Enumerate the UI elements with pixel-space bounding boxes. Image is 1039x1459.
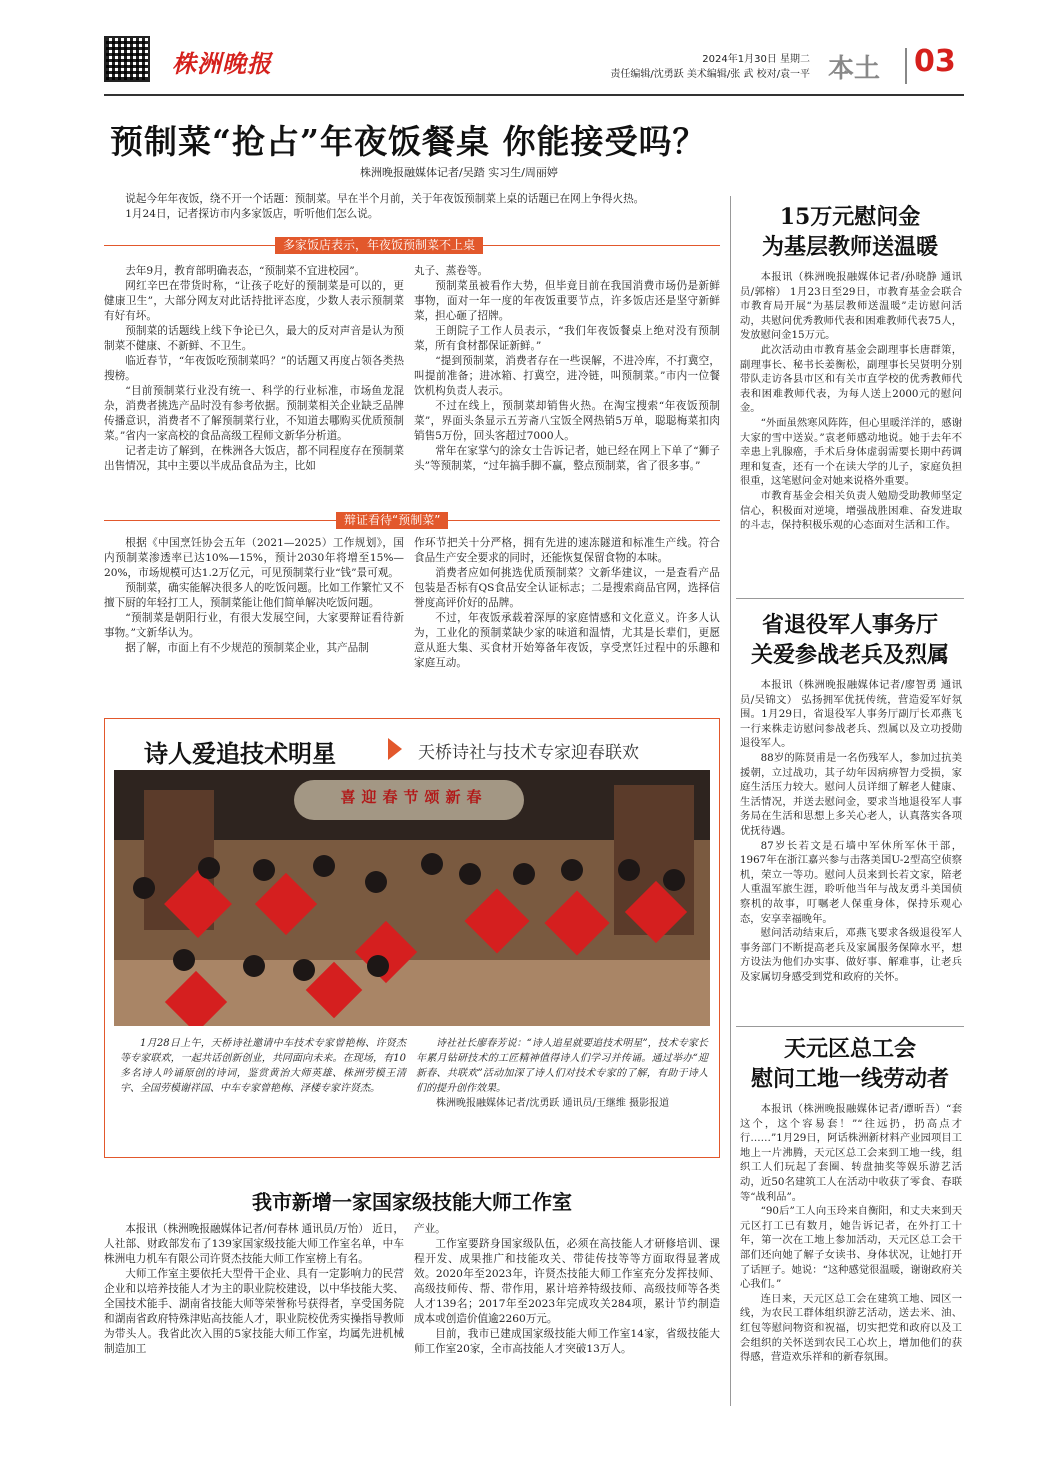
paragraph: “提到预制菜，消费者存在一些误解，不进冷库，不打冀空，叫提前准备；进冰箱、打冀空，进冷链，叫预制菜。”市内一位餐饮机构负责人表示。	[414, 355, 720, 397]
sidebar-headline-3	[736, 1034, 964, 1094]
paragraph: 预制菜虽被看作大势，但毕竟目前在我国消费市场仍是新鲜事物，面对一年一度的年夜饭重要节点，许多饭店还是坚守新鲜菜，担心砸了招牌。	[414, 280, 720, 322]
paragraph: “目前预制菜行业没有统一、科学的行业标准，市场鱼龙混杂，消费者挑选产品时没有参考依据。预制菜相关企业缺乏品牌传播意识，消费者不了解预制菜行业，不知道去哪购买优质预制菜。”省内一家高校的食品高级工程师文新华分析道。	[104, 385, 404, 442]
section-name: 本土	[828, 54, 881, 84]
headline-line: 为基层教师送温暖	[761, 234, 938, 260]
paragraph: 本报讯（株洲晚报融媒体记者/何春林 通讯员/万怡） 近日，人社部、财政部发布了139家国家级技能大师工作室名单，中车株洲电力机车有限公司许贤杰技能大师工作室榜上有名。	[104, 1223, 404, 1265]
caption-paragraph: 诗社社长廖春芳说：“诗人追星就要追技术明星”，技术专家长年累月钻研技术的工匠精神值得诗人们学习并传诵。通过举办“迎新春、共联欢”活动加深了诗人们对技术专家的了解，有助于诗人们的提升创作效果。	[416, 1038, 708, 1094]
paragraph: “90后”工人向玉玲来自衡阳，和丈夫来到天元区打工已有数月，她告诉记者，在外打工十年，第一次在工地上参加活动，天元区总工会干部们还向她了解子女读书、身体状况，让她打开了话匣子。她说：“这种感觉很温暖，谢谢政府关心我们。”	[740, 1205, 962, 1291]
paragraph: 王朗院子工作人员表示，“我们年夜饭餐桌上绝对没有预制菜，所有食材都保证新鲜。”	[414, 325, 720, 352]
paragraph: 不过在线上，预制菜却销售火热。在淘宝搜索“年夜饭预制菜”，界面头条显示五芳斋八宝饭全网热销5万单，聪聪梅菜扣肉销售5万份，回头客超过7000人。	[414, 400, 720, 442]
section-title-1: 多家饭店表示，年夜饭预制菜不上桌	[275, 237, 483, 254]
main-lead	[104, 192, 720, 222]
paragraph: 常年在家掌勺的涂女士告诉记者，她已经在网上下单了“狮子头”等预制菜，“过年搞手脚不赢，整点预制菜，省了很多事。”	[414, 445, 720, 472]
paragraph: 工作室要跻身国家级队伍，必须在高技能人才研修培训、课程开发、成果推广和技能攻关、带徒传技等等方面取得显著成效。2020年至2023年，许贤杰技能大师工作室充分发挥技师、高级技师传、帮、带作用，累计培养特级技师、高级技师等各类人才139名；2017年至2023年完成攻关284项，累计节约制造成本或创造价值逾2260万元。	[414, 1238, 720, 1325]
paragraph: 本报讯（株洲晚报融媒体记者/孙晓静 通讯员/郭榕） 1月23日至29日，市教育基金会联合市教育局开展“为基层教师送温暖”走访慰问活动，共慰问优秀教师代表和困难教师代表75人，发放慰问金15万元。	[740, 271, 962, 342]
headline-line: 关爱参战老兵及烈属	[750, 642, 949, 668]
paragraph: 预制菜的话题线上线下争论已久，最大的反对声音是认为预制菜不健康、不新鲜、不卫生。	[104, 325, 404, 352]
headline-line: 天元区总工会	[783, 1036, 916, 1062]
sidebar-headline-1	[736, 202, 964, 262]
qr-code	[104, 36, 150, 82]
section2-column-2	[414, 536, 720, 671]
paragraph: 临近春节，“年夜饭吃预制菜吗？”的话题又再度占领各类热搜榜。	[104, 355, 404, 382]
section-title-2: 辩证看待“预制菜”	[336, 512, 448, 529]
newspaper-logo: 株洲晚报	[172, 49, 272, 78]
sidebar-article-3	[740, 1102, 962, 1365]
sidebar-separator	[736, 598, 964, 599]
editor-credits: 责任编辑/沈勇跃 美术编辑/张 武 校对/袁一平	[610, 69, 810, 80]
photo-banner-text: 喜迎春节颂新春	[340, 788, 488, 806]
arrow-icon	[388, 738, 402, 760]
paragraph: 预制菜，确实能解决很多人的吃饭问题。比如工作繁忙又不擅下厨的年轻打工人，预制菜能让他们简单解决吃饭问题。	[104, 582, 404, 609]
section1-column-2	[414, 264, 720, 474]
headline-line: 慰问工地一线劳动者	[750, 1066, 949, 1092]
paragraph: 不过，年夜饭承载着深厚的家庭情感和文化意义。许多人认为，工业化的预制菜缺少家的味道和温情，尤其是长辈们，更愿意从逛大集、买食材开始筹备年夜饭，享受烹饪过程中的乐趣和家庭互动。	[414, 612, 720, 669]
caption-paragraph: 1月28日上午，天桥诗社邀请中车技术专家曾艳梅、许贤杰等专家联欢，一起共话创新创业，共同面向未来。在现场，有10多名诗人吟诵原创的诗词，鉴赏黄治大师英雄、株洲劳模王清宇、全国劳模谢祥国、中车专家曾艳梅、泽楼专家许贤杰。	[120, 1038, 406, 1094]
paragraph: 产业。	[414, 1223, 446, 1235]
paragraph: 目前，我市已建成国家级技能大师工作室14家，省级技能大师工作室20家，全市高技能人才突破13万人。	[414, 1328, 720, 1355]
main-headline: 预制菜“抢占”年夜饭餐桌 你能接受吗？	[110, 122, 707, 161]
paragraph: 网红辛巴在带货时称，“让孩子吃好的预制菜是可以的，更健康卫生”，大部分网友对此话持批评态度，少数人表示预制菜有好有坏。	[104, 280, 404, 322]
sidebar-article-1	[740, 270, 962, 533]
lead-paragraph: 说起今年年夜饭，绕不开一个话题：预制菜。早在半个月前，关于年夜饭预制菜上桌的话题已在网上争得火热。	[125, 193, 645, 205]
bottom-headline: 我市新增一家国家级技能大师工作室	[252, 1190, 572, 1214]
paragraph: “预制菜是朝阳行业，有很大发展空间，大家要辩证看待新事物。”文新华认为。	[104, 612, 404, 639]
paragraph: 市教育基金会相关负责人勉励受助教师坚定信心，积极面对逆境，增强战胜困难、奋发进取的斗志，保持积极乐观的心态面对生活和工作。	[740, 489, 962, 532]
page-number: 03	[914, 44, 956, 79]
paragraph: 本报讯（株洲晚报融媒体记者/谭昕吾）“套这个，这个容易套！”“往远扔，扔高点才行……”1月29日，阿话株洲新材料产业园项目工地上一片沸腾，天元区总工会来到工地一线，组织工人们玩起了套圈、转盘抽奖等娱乐游艺活动，近50名建筑工人在活动中收获了零食、春联等“战利品”。	[740, 1103, 962, 1203]
header-rule	[104, 94, 964, 96]
paragraph: 本报讯（株洲晚报融媒体记者/廖智勇 通讯员/吴锦文） 弘扬拥军优抚传统，营造爱军好氛围。1月29日，省退役军人事务厅副厅长邓燕飞一行来株走访慰问参战老兵、烈属以及立功授勋退役军人。	[740, 679, 962, 750]
header-divider	[905, 48, 907, 84]
paragraph: 88岁的陈贤甫是一名伤残军人，参加过抗美援朝，立过战功，其子幼年因病痹智力受损，家庭生活压力较大。慰问人员详细了解老人健康、生活情况，并送去慰问金，要求当地退役军人事务局在生活和思想上多关心老人，认真落实各项优抚待遇。	[740, 751, 962, 837]
bottom-column-2	[414, 1222, 720, 1357]
paragraph: 连日来，天元区总工会在建筑工地、园区一线，为农民工群体组织游艺活动，送去米、油、红包等慰问物资和祝福，切实把党和政府以及工会组织的关怀送到农民工心坎上，增加他们的获得感，营造欢乐祥和的新春氛围。	[740, 1292, 962, 1364]
sidebar-separator	[736, 1026, 964, 1027]
paragraph: 消费者应如何挑选优质预制菜？文新华建议，一是查看产品包装是否标有QS食品安全认证标志；二是搜索商品官网，选择信誉度高评价好的品牌。	[414, 567, 720, 609]
main-byline: 株洲晚报融媒体记者/吴踏 实习生/周丽婷	[360, 166, 558, 179]
photo-credit: 株洲晚报融媒体记者/沈勇跃 通讯员/王继维 摄影报道	[436, 1098, 670, 1109]
bottom-column-1	[104, 1222, 404, 1357]
issue-date: 2024年1月30日 星期二	[702, 54, 810, 65]
paragraph: 丸子、蒸卷等。	[414, 265, 489, 277]
paragraph: 此次活动由市教育基金会副理事长唐群策，副理事长、秘书长姜衡松，副理事长吴贤明分别带队走访各县市区和有关市直学校的优秀教师代表和困难教师代表，为每人送上2000元的慰问金。	[740, 343, 962, 415]
paragraph: 大师工作室主要依托大型骨干企业、具有一定影响力的民营企业和以培养技能人才为主的职业院校建设，以中华技能大奖、全国技术能手、湖南省技能大师等荣誉称号获得者，享受国务院和湖南省政府特殊津贴高技能人才，职业院校优秀实操指导教师为带头人。我省此次入围的5家技能大师工作室，均属先进机械制造加工	[104, 1268, 404, 1355]
paragraph: 记者走访了解到，在株洲各大饭店，都不同程度存在预制菜出售情况，其中主要以半成品食品为主，比如	[104, 445, 404, 472]
photo-feature-subtitle: 天桥诗社与技术专家迎春联欢	[418, 743, 639, 763]
paragraph: “外面虽然寒风阵阵，但心里暖洋洋的，感谢大家的雪中送炭。”袁老师感动地说。她于去年不幸患上乳腺癌，手术后身体虚弱需要长期中药调理和复查，还有一个在读大学的儿子，家庭负担很重，这笔慰问金对她来说格外重要。	[740, 416, 962, 488]
photo-caption-2	[416, 1036, 708, 1111]
paragraph: 作环节把关十分严格，拥有先进的速冻隧道和标准生产线。符合食品生产安全要求的同时，还能恢复保留食物的本味。	[414, 537, 720, 564]
headline-line: 省退役军人事务厅	[761, 612, 938, 638]
paragraph: 去年9月，教育部明确表态，“预制菜不宜进校园”。	[125, 265, 366, 277]
sidebar-headline-2	[736, 610, 964, 670]
paragraph: 慰问活动结束后，邓燕飞要求各级退役军人事务部门不断提高老兵及家属服务保障水平，想方设法为他们办实事、做好事、解难事，让老兵及家属切身感受到党和政府的关怀。	[740, 927, 962, 983]
section2-column-1	[104, 536, 404, 656]
photo-illustration	[114, 770, 710, 1026]
photo-feature-title: 诗人爱追技术明星	[144, 739, 336, 768]
paragraph: 根据《中国烹饪协会五年（2021—2025）工作规划》，国内预制菜渗透率已达10%—15%，预计2030年将增至15%—20%，市场规模可达1.2万亿元，可见预制菜行业“钱”景可观。	[104, 537, 404, 579]
group-photo	[114, 770, 710, 1026]
paragraph: 据了解，市面上有不少规范的预制菜企业，其产品制	[125, 642, 369, 654]
lead-paragraph: 1月24日，记者探访市内多家饭店，听听他们怎么说。	[125, 208, 379, 220]
photo-caption-1	[120, 1036, 406, 1096]
sidebar-article-2	[740, 678, 962, 984]
section1-column-1	[104, 264, 404, 474]
paragraph: 87岁长若文是石墙中军休所军休干部，1967年在浙江嘉兴参与击落美国U-2型高空侦察机，荣立一等功。慰问人员来到长若文家，陪老人重温军旅生涯，聆听他当年与战友勇斗美国侦察机的故事，叮嘱老人保重身体，保持乐观心态，安享幸福晚年。	[740, 839, 962, 925]
column-divider	[730, 196, 731, 1406]
headline-line: 15万元慰问金	[779, 204, 921, 230]
